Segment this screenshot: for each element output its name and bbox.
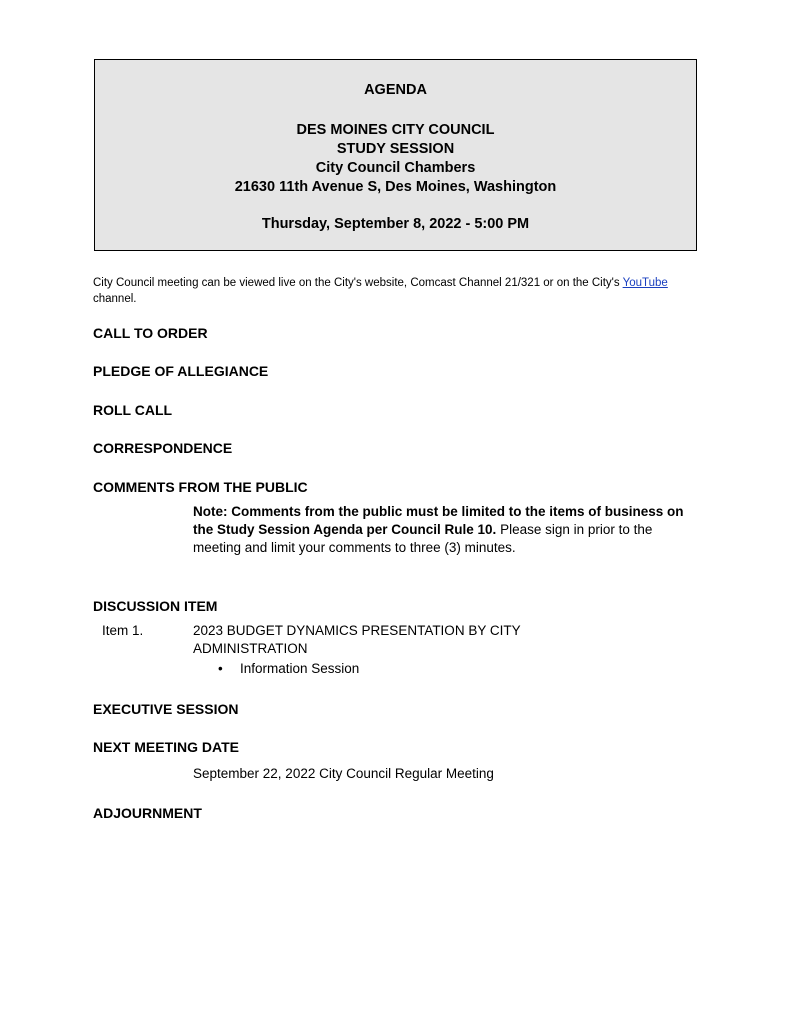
agenda-header-box [94, 59, 697, 251]
meeting-datetime: Thursday, September 8, 2022 - 5:00 PM [261, 216, 530, 232]
meeting-location: City Council Chambers [315, 160, 476, 176]
heading-executive: EXECUTIVE SESSION [93, 701, 239, 717]
heading-correspondence: CORRESPONDENCE [93, 440, 233, 456]
viewing-info [93, 275, 713, 307]
heading-roll-call: ROLL CALL [93, 402, 173, 418]
item-number: Item 1. [102, 623, 144, 638]
note-bold: Note: Comments from the public must be limited to the items of business on the Study Session Agenda per Council Rule 10. [193, 504, 684, 537]
bullet-dot: • [218, 661, 223, 676]
bullet-text: Information Session [240, 661, 360, 676]
heading-public-comments: COMMENTS FROM THE PUBLIC [93, 479, 308, 495]
next-meeting-text: September 22, 2022 City Council Regular Meeting [193, 766, 494, 781]
heading-call-to-order: CALL TO ORDER [93, 325, 208, 341]
viewing-info-text: City Council meeting can be viewed live on the City's website, Comcast Channel 21/321 or on the City's [93, 277, 623, 289]
heading-adjournment: ADJOURNMENT [93, 805, 202, 821]
session-type: STUDY SESSION [336, 141, 455, 157]
viewing-info-suffix: channel. [93, 293, 137, 305]
youtube-link[interactable]: YouTube [622, 277, 668, 289]
meeting-address: 21630 11th Avenue S, Des Moines, Washington [234, 179, 557, 195]
heading-pledge: PLEDGE OF ALLEGIANCE [93, 363, 269, 379]
public-comment-note [193, 503, 703, 557]
agenda-label: AGENDA [364, 82, 427, 98]
heading-next-meeting: NEXT MEETING DATE [93, 739, 239, 755]
heading-discussion: DISCUSSION ITEM [93, 598, 218, 614]
note-plain: Please sign in prior to the meeting and limit your comments to three (3) minutes. [193, 522, 653, 555]
item-bullet [218, 660, 359, 678]
item-title: 2023 BUDGET DYNAMICS PRESENTATION BY CITY ADMINISTRATION [193, 623, 521, 656]
council-name: DES MOINES CITY COUNCIL [296, 122, 495, 138]
